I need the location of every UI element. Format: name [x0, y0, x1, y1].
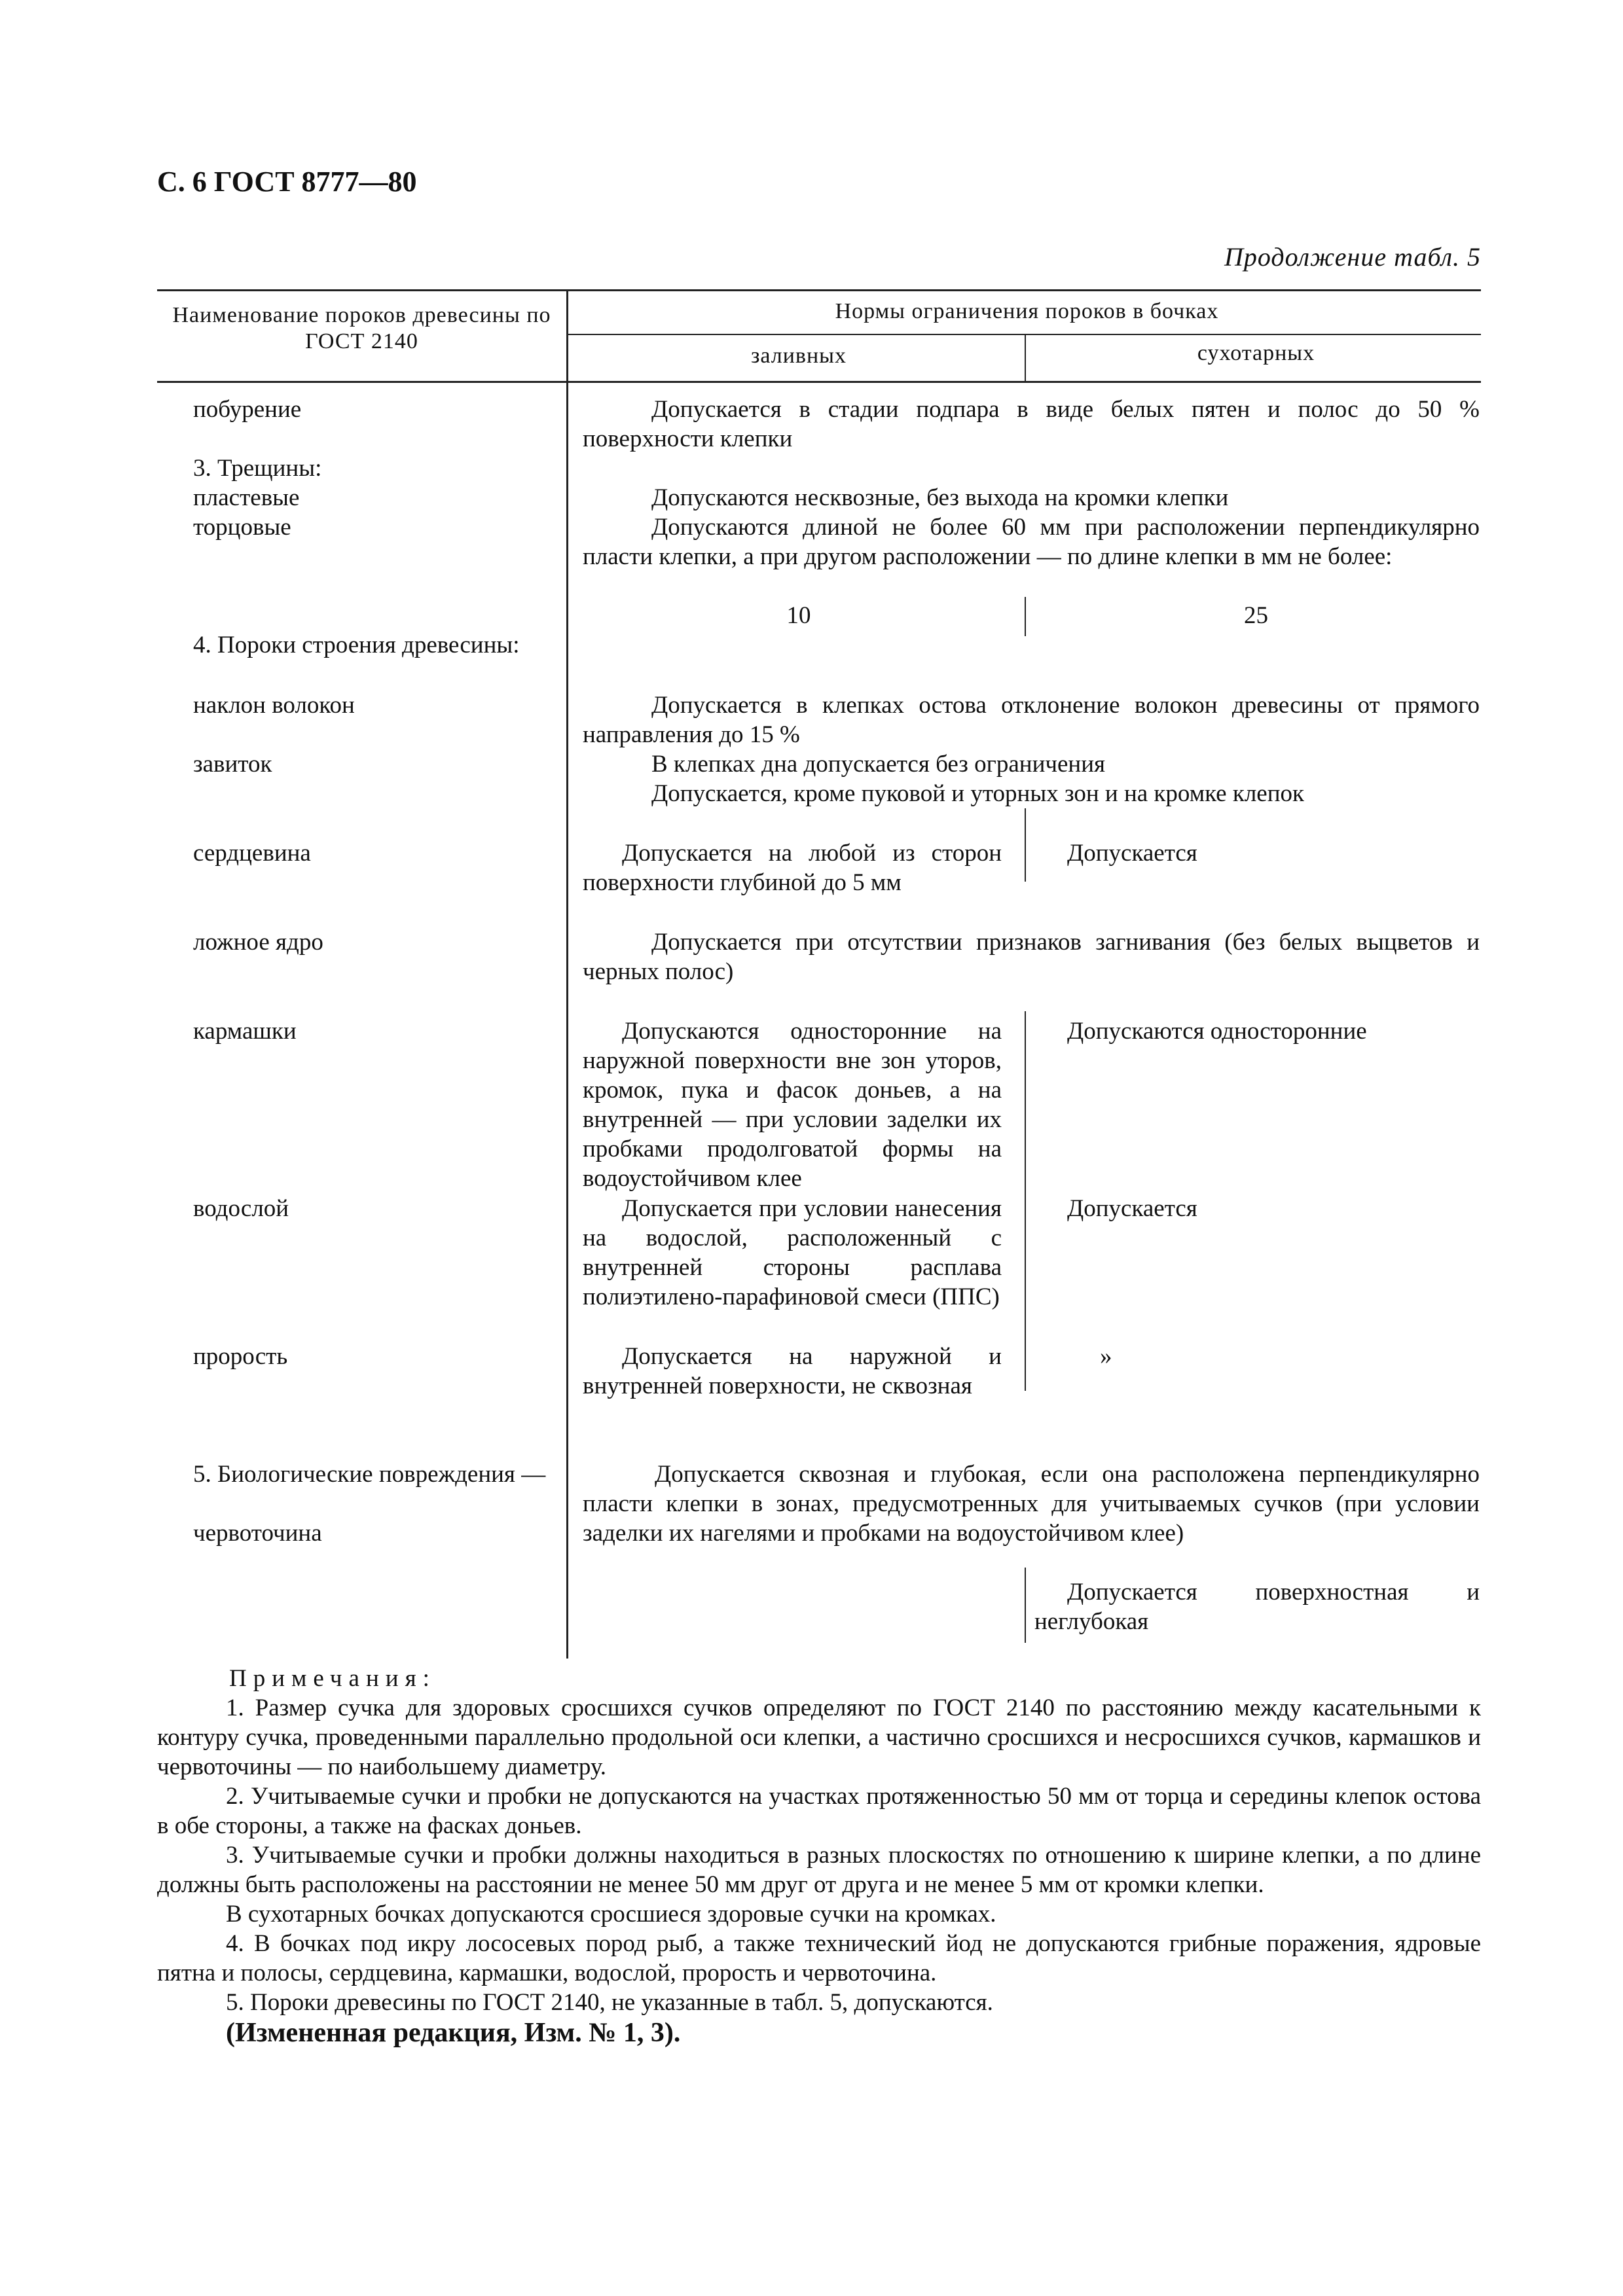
norm-text: Допускаются длиной не более 60 мм при расположении перпендикулярно пласти клепки, а при другом расположении — по длине клепки в мм не более:	[583, 514, 1480, 570]
table-top-rule	[157, 289, 1481, 291]
note-item: 4. В бочках под икру лососевых пород рыб, а также технический йод не допускаются грибные поражения, ядровые пятна и полосы, сердцевина, кармашки, водослой, прорость и червоточина.	[157, 1930, 1481, 1986]
column-divider-serdcevina	[1025, 808, 1026, 882]
norm-value-suhotarnye: 25	[1244, 602, 1268, 629]
edition-note: (Измененная редакция, Изм. № 1, 3).	[226, 2018, 681, 2048]
defect-name: водослой	[193, 1195, 289, 1222]
notes-heading: Примечания:	[229, 1665, 436, 1692]
norm-text: Допускается в стадии подпара в виде белых пятен и полос до 50 % поверхности клепки	[583, 396, 1480, 452]
norm-text: Допускаются несквозные, без выхода на кромки клепки	[651, 484, 1229, 511]
norm-text-suhotarnye: »	[1100, 1343, 1112, 1370]
column-header-suhotarnye: сухотарных	[1197, 341, 1315, 365]
defect-name: торцовые	[193, 514, 291, 541]
norm-text-zalivnye: Допускается при условии нанесения на водослой, расположенный с внутренней стороны расплава полиэтилено-парафиновой смеси (ППС)	[583, 1195, 1002, 1310]
section-heading: 5. Биологические повреждения —	[193, 1461, 546, 1488]
defect-name: ложное ядро	[193, 929, 323, 956]
column-divider-chervotochina	[1025, 1568, 1026, 1643]
note-item: 1. Размер сучка для здоровых сросшихся сучков определяют по ГОСТ 2140 по расстоянию между касательными к контуру сучка, проведенными параллельно продольной оси клепки, а частично сросшихся и несросшихся сучков, кармашков и червоточины — по наибольшему диаметру.	[157, 1695, 1481, 1780]
defect-name: побурение	[193, 396, 302, 423]
defect-name: прорость	[193, 1343, 288, 1370]
notes-section	[157, 1664, 1481, 2048]
norm-text-zalivnye: Допускается на наружной и внутренней поверхности, не сквозная	[583, 1343, 1002, 1399]
column-header-zalivnye: заливных	[750, 344, 847, 368]
column-divider-karmashki-block	[1025, 1011, 1026, 1391]
defect-name: кармашки	[193, 1018, 297, 1045]
column-divider-tortsovye	[1025, 597, 1026, 636]
norm-text-suhotarnye: Допускается	[1067, 840, 1197, 867]
defect-name: завиток	[193, 751, 272, 778]
table-subheader-divider	[1025, 334, 1026, 381]
note-item: 2. Учитываемые сучки и пробки не допускаются на участках протяженностью 50 мм от торца и середины клепок остова в обе стороны, а также на фасках доньев.	[157, 1783, 1481, 1839]
norm-text-suhotarnye: Допускается	[1067, 1195, 1197, 1222]
note-item: 5. Пороки древесины по ГОСТ 2140, не указанные в табл. 5, допускаются.	[226, 1989, 993, 2016]
note-item: 3. Учитываемые сучки и пробки должны находиться в разных плоскостях по отношению к ширине клепки, а по длине должны быть расположены на расстоянии не менее 50 мм друг от друга и не менее 5 мм от кромки клепки.	[157, 1842, 1481, 1898]
column-header-defect-name: Наименование пороков древесины по ГОСТ 2140	[172, 303, 551, 353]
column-header-group: Нормы ограничения пороков в бочках	[835, 299, 1219, 323]
note-item: В сухотарных бочках допускаются сросшиеся здоровые сучки на кромках.	[226, 1901, 996, 1928]
table-continuation-label: Продолжение табл. 5	[1224, 242, 1482, 272]
norm-text: В клепках дна допускается без ограничения	[651, 751, 1106, 778]
norm-text-zalivnye: Допускаются односторонние на наружной поверхности вне зон уторов, кромок, пука и фасок доньев, а на внутренней — при условии заделки их пробками продолговатой формы на водоустойчивом клее	[583, 1018, 1002, 1192]
norm-text-suhotarnye: Допускается поверхностная и неглубокая	[1034, 1579, 1480, 1635]
defect-name: червоточина	[193, 1520, 322, 1547]
page-header: С. 6 ГОСТ 8777—80	[157, 166, 417, 198]
norm-value-zalivnye: 10	[786, 602, 811, 629]
norm-text: Допускается, кроме пуковой и уторных зон и на кромке клепок	[651, 780, 1304, 807]
norm-text: Допускается при отсутствии признаков загнивания (без белых выцветов и черных полос)	[583, 929, 1480, 985]
section-heading: 3. Трещины:	[193, 455, 322, 482]
table-column-divider	[566, 289, 568, 1659]
table-header-bottom-rule	[157, 381, 1481, 383]
norm-text: Допускается сквозная и глубокая, если она расположена перпендикулярно пласти клепки в зонах, предусмотренных для учитываемых сучков (при условии заделки их нагелями и пробками на водоустойчивом клее)	[583, 1461, 1480, 1547]
table-subheader-rule	[566, 334, 1481, 335]
section-heading: 4. Пороки строения древесины:	[193, 632, 520, 658]
norm-text-suhotarnye: Допускаются односторонние	[1067, 1018, 1367, 1045]
norm-text: Допускается в клепках остова отклонение волокон древесины от прямого направления до 15 %	[583, 692, 1480, 748]
defect-name: сердцевина	[193, 840, 311, 867]
defect-name: наклон волокон	[193, 692, 355, 719]
defect-name: пластевые	[193, 484, 300, 511]
norm-text-zalivnye: Допускается на любой из сторон поверхности глубиной до 5 мм	[583, 840, 1002, 896]
